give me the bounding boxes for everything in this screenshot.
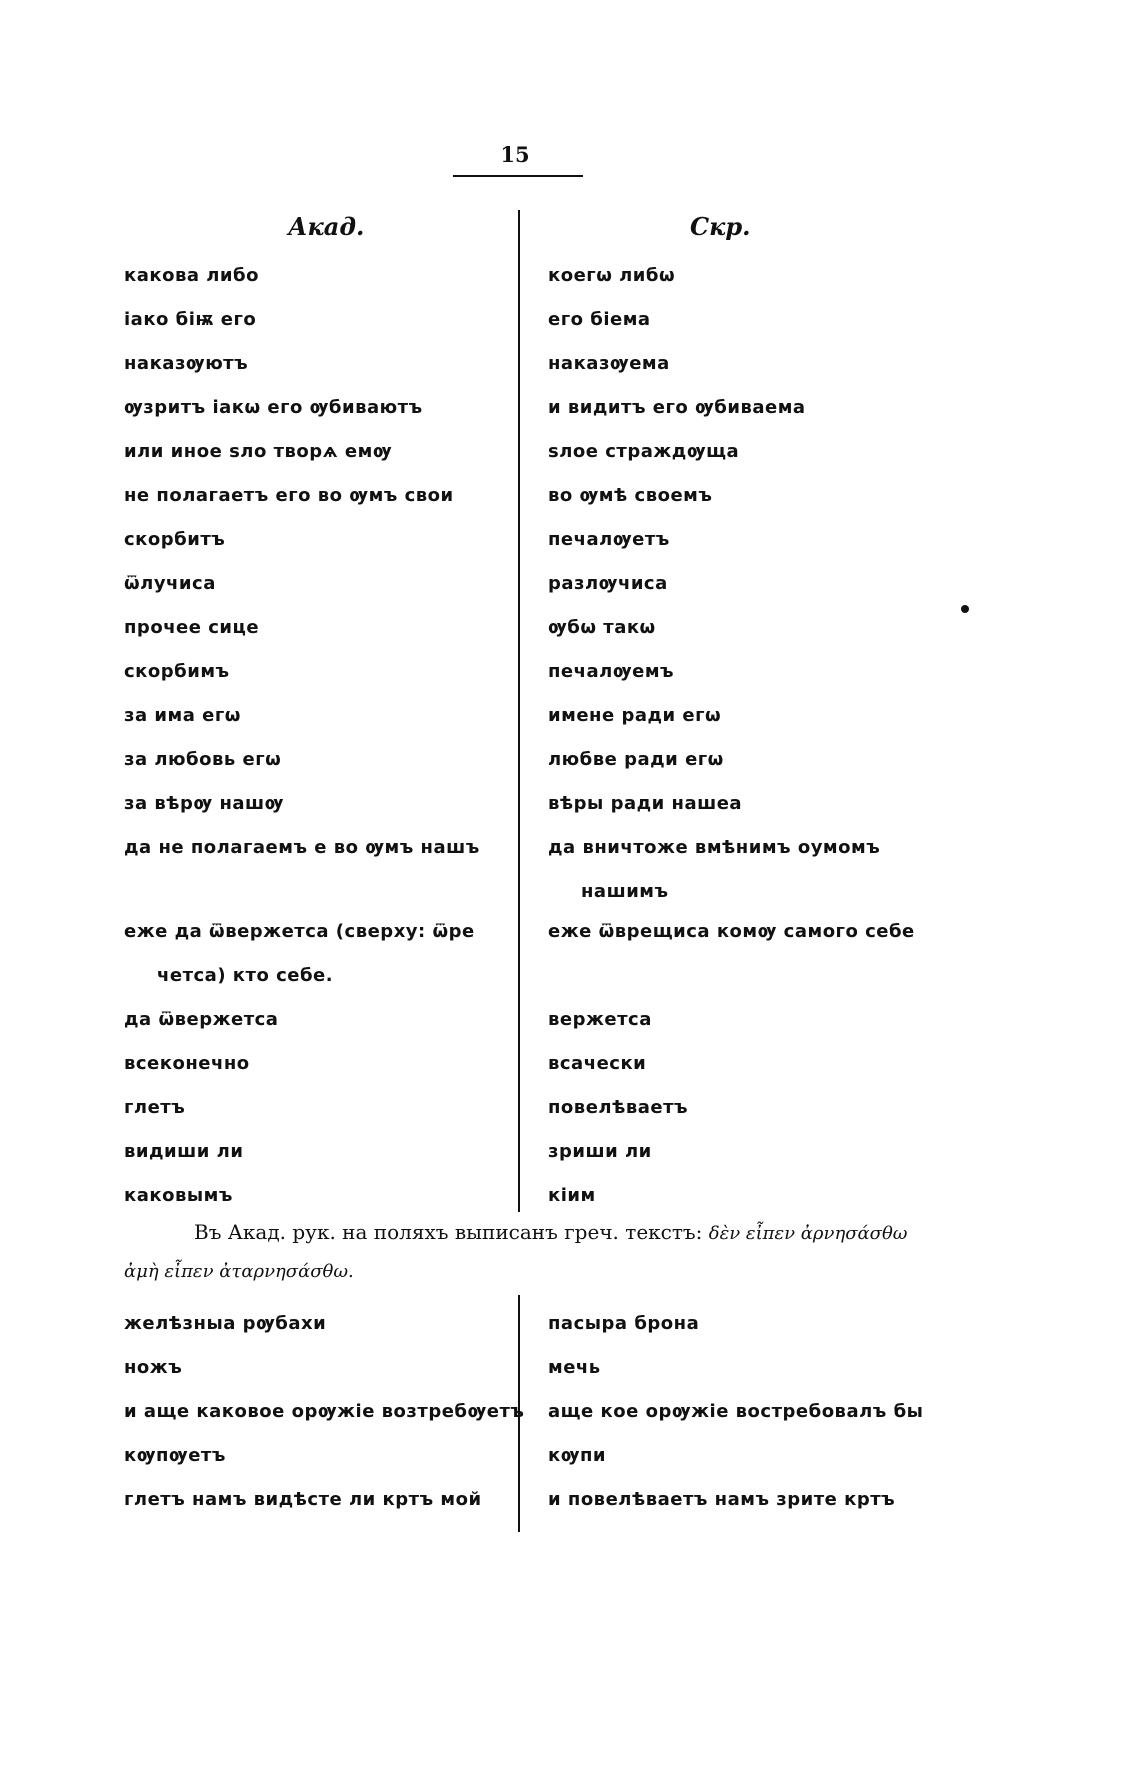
text-line: нашимъ	[581, 881, 669, 902]
left-column-section-1	[124, 254, 534, 870]
text-line: каковымъ	[124, 1185, 233, 1206]
text-line: какова либо	[124, 265, 259, 286]
text-line: или иное ѕло творѧ емѹ	[124, 441, 393, 462]
left-column-heading: Акад.	[288, 212, 365, 241]
text-line: еже ѿврещиса комѹ самого себе	[548, 921, 915, 942]
right-column-section-1	[548, 254, 958, 914]
page-number-rule	[453, 175, 583, 177]
text-line: кѹпи	[548, 1445, 607, 1466]
text-line: и аще каковое орѹжіе возтребѹетъ	[124, 1401, 525, 1422]
text-line: скорбитъ	[124, 529, 226, 550]
text-line: ѹбѡ такѡ	[548, 617, 656, 638]
text-line: видиши ли	[124, 1141, 244, 1162]
text-line: ѿлучиса	[124, 573, 216, 594]
text-line: печалѹемъ	[548, 661, 675, 682]
text-line: мечь	[548, 1357, 601, 1378]
text-line: кіим	[548, 1185, 596, 1206]
text-line: за любовь егѡ	[124, 749, 282, 770]
text-line: разлѹчиса	[548, 573, 668, 594]
right-column-section-2	[548, 910, 958, 1218]
text-line: повелѣваетъ	[548, 1097, 689, 1118]
text-line: ѕлое страждѹща	[548, 441, 740, 462]
text-line: пасыра брона	[548, 1313, 700, 1334]
text-line: имене ради егѡ	[548, 705, 722, 726]
left-column-section-2	[124, 910, 534, 1218]
text-line: ножъ	[124, 1357, 183, 1378]
text-line: вержетса	[548, 1009, 652, 1030]
text-line: за вѣрѹ нашѹ	[124, 793, 284, 814]
text-line: наказѹютъ	[124, 353, 249, 374]
text-line: и повелѣваетъ намъ зрите кртъ	[548, 1489, 896, 1510]
greek-text: δὲν εἶπεν ἀρνησάσθω ἀμὴ εἶπεν ἀταρνησάσθω.	[124, 1223, 908, 1282]
text-line: коегѡ либѡ	[548, 265, 676, 286]
text-line: да не полагаемъ е во ѹмъ нашъ	[124, 837, 480, 858]
text-line: скорбимъ	[124, 661, 230, 682]
text-line: всеконечно	[124, 1053, 250, 1074]
text-line: ѹзритъ іакѡ его ѹбиваютъ	[124, 397, 423, 418]
right-column-section-3	[548, 1302, 958, 1522]
margin-note	[124, 1214, 944, 1290]
text-line: любве ради егѡ	[548, 749, 724, 770]
text-line: да вничтоже вмѣнимъ оумомъ	[548, 837, 881, 858]
text-line: да ѿвержетса	[124, 1009, 279, 1030]
note-text: Въ Акад. рук. на поляхъ выписанъ греч. текстъ:	[194, 1220, 703, 1244]
text-line: четса) кто себе.	[157, 965, 334, 986]
text-line: глетъ намъ видѣсте ли кртъ мой	[124, 1489, 482, 1510]
text-line: не полагаетъ его во ѹмъ свои	[124, 485, 454, 506]
ink-speck	[961, 605, 969, 613]
text-line: іако біѭ его	[124, 309, 257, 330]
text-line: за има егѡ	[124, 705, 241, 726]
text-line: вѣры ради нашеа	[548, 793, 743, 814]
text-line: кѹпѹетъ	[124, 1445, 226, 1466]
text-line: аще кое орѹжіе востребовалъ бы	[548, 1401, 924, 1422]
text-line: желѣзныа рѹбахи	[124, 1313, 327, 1334]
left-column-section-3	[124, 1302, 534, 1522]
text-line: его біема	[548, 309, 651, 330]
text-line: печалѹетъ	[548, 529, 670, 550]
text-line	[548, 954, 958, 998]
text-line: глетъ	[124, 1097, 186, 1118]
text-line: наказѹема	[548, 353, 670, 374]
text-line: еже да ѿвержетса (сверху: ѿре	[124, 921, 475, 942]
text-line: зриши ли	[548, 1141, 652, 1162]
text-line: всачески	[548, 1053, 647, 1074]
text-line: прочее сице	[124, 617, 260, 638]
text-line: и видитъ его ѹбиваема	[548, 397, 806, 418]
text-line: во ѹмѣ своемъ	[548, 485, 713, 506]
page-number: 15	[500, 142, 530, 167]
right-column-heading: Скр.	[690, 212, 751, 241]
